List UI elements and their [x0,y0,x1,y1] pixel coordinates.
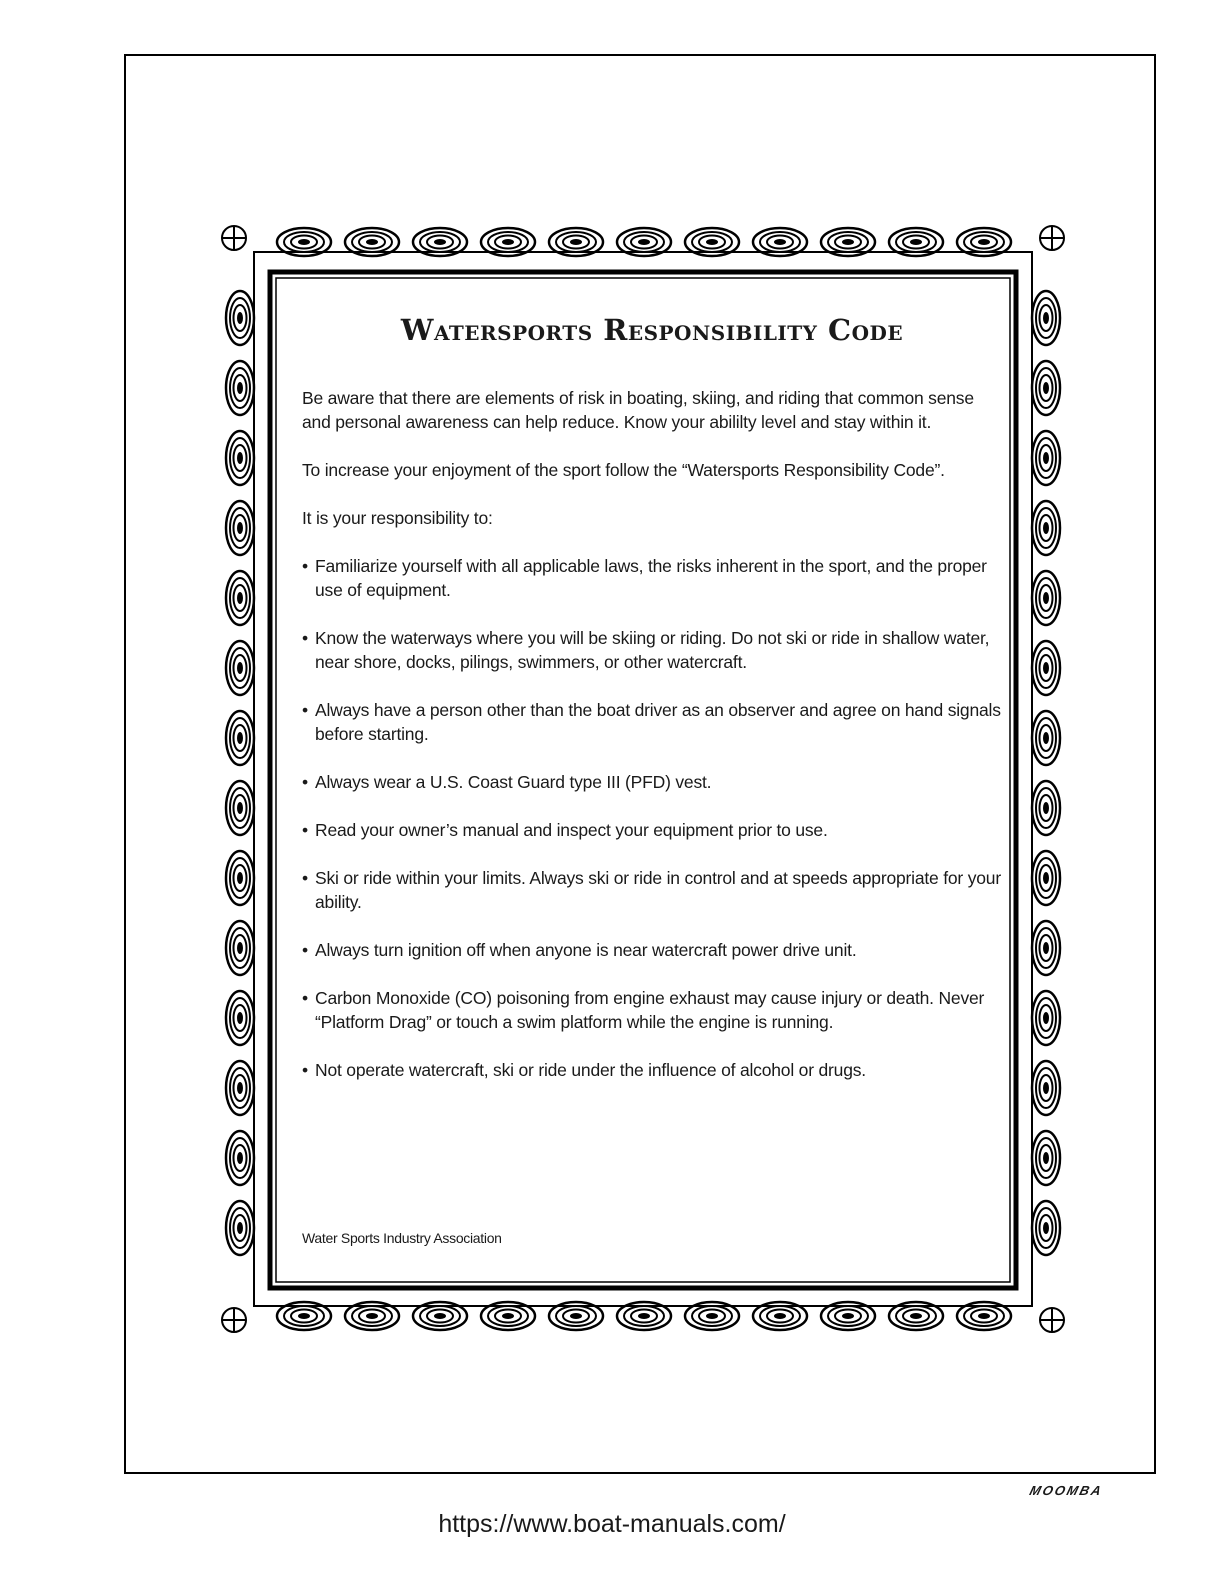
moomba-logo: MOOMBA [1027,1483,1105,1498]
list-item: • Always turn ignition off when anyone is near watercraft power drive unit. [302,938,1002,962]
intro-paragraph: It is your responsibility to: [302,508,493,528]
list-item: • Carbon Monoxide (CO) poisoning from engine exhaust may cause injury or death. Never “Platform Drag” or touch a swim platform while the engine is running. [302,986,1002,1034]
intro-paragraph: Be aware that there are elements of risk in boating, skiing, and riding that common sense and personal awareness can help reduce. Know your abililty level and stay within it. [302,388,974,432]
list-item: • Always have a person other than the boat driver as an observer and agree on hand signals before starting. [302,698,1002,746]
list-item: • Know the waterways where you will be skiing or riding. Do not ski or ride in shallow water, near shore, docks, pilings, swimmers, or other watercraft. [302,626,1002,674]
list-item: • Read your owner’s manual and inspect your equipment prior to use. [302,818,1002,842]
list-item: • Always wear a U.S. Coast Guard type III (PFD) vest. [302,770,1002,794]
footer-url: https://www.boat-manuals.com/ [438,1510,786,1538]
document-title: Watersports Responsibility Code [400,313,904,347]
responsibility-list [302,554,1002,1082]
association-credit: Water Sports Industry Association [302,1230,502,1246]
list-item: • Not operate watercraft, ski or ride under the influence of alcohol or drugs. [302,1058,1002,1082]
intro-paragraph: To increase your enjoyment of the sport follow the “Watersports Responsibility Code”. [302,460,945,480]
list-item: • Familiarize yourself with all applicable laws, the risks inherent in the sport, and the proper use of equipment. [302,554,1002,602]
document-body [302,310,1002,1106]
list-item: • Ski or ride within your limits. Always ski or ride in control and at speeds appropriate for your ability. [302,866,1002,914]
